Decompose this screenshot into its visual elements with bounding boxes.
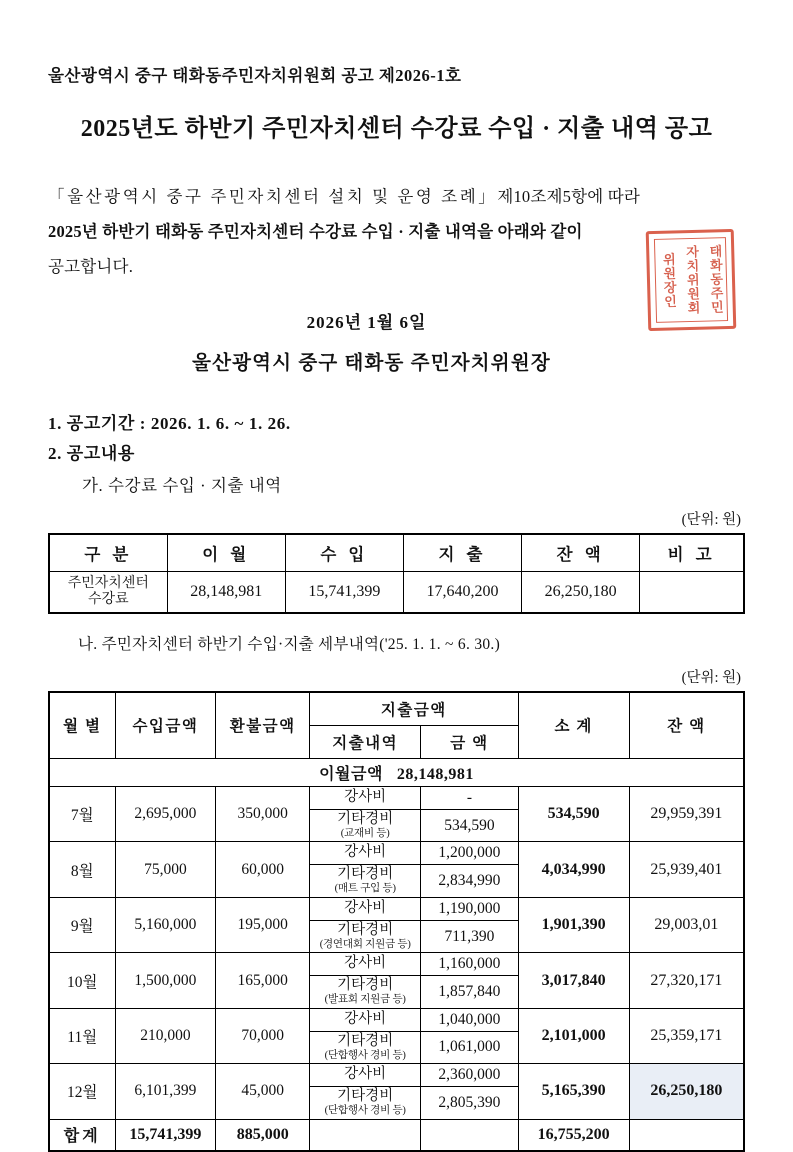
cell-expense-type-lecture: 강사비 xyxy=(310,1064,421,1087)
etc-note: (매트 구입 등) xyxy=(334,883,396,895)
etc-label: 기타경비 xyxy=(337,1032,394,1049)
cell-month: 12월 xyxy=(49,1064,115,1119)
total-label: 합계 xyxy=(49,1119,115,1151)
detail-header-row-1 xyxy=(49,692,744,726)
header-carryover: 이 월 xyxy=(167,534,285,572)
cell-etc-amount: 711,390 xyxy=(421,920,518,952)
intro-paragraph-line3: 공고합니다. xyxy=(48,256,134,276)
table-row xyxy=(49,1008,744,1031)
cell-balance: 26,250,180 xyxy=(629,1064,744,1119)
document-number: 울산광역시 중구 태화동주민자치위원회 공고 제2026-1호 xyxy=(48,66,462,85)
etc-label: 기타경비 xyxy=(337,977,394,994)
header-expense-amount: 금 액 xyxy=(421,725,518,758)
row-label xyxy=(49,571,167,613)
unit-label-table2: (단위: 원) xyxy=(681,669,741,686)
cell-expense-type-lecture: 강사비 xyxy=(310,842,421,865)
ordinance-reference: 「울산광역시 중구 주민자치센터 설치 및 운영 조례」 xyxy=(48,187,498,206)
total-amount xyxy=(421,1119,518,1151)
document-content xyxy=(48,62,745,1152)
cell-expense-type-etc xyxy=(310,1087,421,1119)
cell-refund: 165,000 xyxy=(216,953,310,1008)
summary-table xyxy=(48,533,745,614)
etc-note: (단합행사 경비 등) xyxy=(324,1049,406,1061)
carryover-label: 이월금액 xyxy=(319,765,383,783)
table-row xyxy=(49,571,744,613)
carryover-amount: 28,148,981 xyxy=(396,765,474,783)
cell-month: 8월 xyxy=(49,842,115,897)
cell-subtotal: 4,034,990 xyxy=(518,842,629,897)
table-row xyxy=(49,953,744,976)
cell-lecture-amount: 1,160,000 xyxy=(421,953,518,976)
etc-label: 기타경비 xyxy=(337,810,394,827)
cell-expense-type-etc xyxy=(310,865,421,897)
cell-income: 1,500,000 xyxy=(115,953,216,1008)
cell-month: 10월 xyxy=(49,953,115,1008)
cell-lecture-amount: 2,360,000 xyxy=(421,1064,518,1087)
cell-refund: 70,000 xyxy=(216,1008,310,1063)
etc-note: (교재비 등) xyxy=(340,827,390,839)
cell-balance: 25,359,171 xyxy=(629,1008,744,1063)
official-seal-stamp xyxy=(646,229,737,331)
total-balance xyxy=(629,1119,744,1151)
intro-paragraph-line1 xyxy=(48,183,745,212)
ordinance-clause: 제10조제5항에 따라 xyxy=(497,187,640,206)
header-income: 수 입 xyxy=(285,534,403,572)
header-expense-detail: 지출내역 xyxy=(310,725,421,758)
cell-income: 6,101,399 xyxy=(115,1064,216,1119)
cell-expense-type-etc xyxy=(310,920,421,952)
intro-paragraph-line2: 2025년 하반기 태화동 주민자치센터 수강료 수입 · 지출 내역을 아래와 같이 xyxy=(48,221,583,241)
seal-inner xyxy=(654,237,728,323)
cell-balance: 29,003,01 xyxy=(629,897,744,952)
cell-income: 2,695,000 xyxy=(115,786,216,841)
etc-label: 기타경비 xyxy=(337,1088,394,1105)
cell-lecture-amount: 1,040,000 xyxy=(421,1008,518,1031)
cell-subtotal: 2,101,000 xyxy=(518,1008,629,1063)
cell-expense-type-lecture: 강사비 xyxy=(310,897,421,920)
etc-label: 기타경비 xyxy=(337,921,394,938)
header-note: 비 고 xyxy=(640,534,744,572)
total-refund: 885,000 xyxy=(216,1119,310,1151)
etc-note: (단합행사 경비 등) xyxy=(324,1105,406,1117)
notice-date: 2026년 1월 6일 xyxy=(306,312,427,332)
etc-note: (발표회 지원금 등) xyxy=(324,994,406,1006)
cell-etc-amount: 534,590 xyxy=(421,809,518,841)
cell-etc-amount: 1,857,840 xyxy=(421,976,518,1008)
cell-income: 75,000 xyxy=(115,842,216,897)
cell-etc-amount: 2,834,990 xyxy=(421,865,518,897)
cell-balance: 25,939,401 xyxy=(629,842,744,897)
seal-column-2: 자치위원회 xyxy=(682,244,700,316)
header-balance-detail: 잔 액 xyxy=(629,692,744,759)
page-title: 2025년도 하반기 주민자치센터 수강료 수입 · 지출 내역 공고 xyxy=(80,116,713,142)
cell-income: 15,741,399 xyxy=(285,571,403,613)
total-row xyxy=(49,1119,744,1151)
header-subtotal: 소 계 xyxy=(518,692,629,759)
unit-label-table1: (단위: 원) xyxy=(681,511,741,528)
cell-subtotal: 3,017,840 xyxy=(518,953,629,1008)
cell-income: 210,000 xyxy=(115,1008,216,1063)
total-detail xyxy=(310,1119,421,1151)
cell-balance: 29,959,391 xyxy=(629,786,744,841)
issuer-name: 울산광역시 중구 태화동 주민자치위원장 xyxy=(192,352,551,374)
carryover-row xyxy=(49,758,744,786)
table-row xyxy=(49,786,744,809)
cell-lecture-amount: 1,190,000 xyxy=(421,897,518,920)
table-row xyxy=(49,1064,744,1087)
header-refund-amount: 환불금액 xyxy=(216,692,310,759)
table-header-row xyxy=(49,534,744,572)
header-expense: 지 출 xyxy=(403,534,521,572)
cell-expense-type-etc xyxy=(310,809,421,841)
cell-month: 11월 xyxy=(49,1008,115,1063)
header-month: 월 별 xyxy=(49,692,115,759)
cell-income: 5,160,000 xyxy=(115,897,216,952)
cell-note xyxy=(640,571,744,613)
header-category: 구 분 xyxy=(49,534,167,572)
etc-note: (경연대회 지원금 등) xyxy=(319,938,411,950)
cell-subtotal: 534,590 xyxy=(518,786,629,841)
carryover-cell xyxy=(49,758,744,786)
table-row xyxy=(49,897,744,920)
seal-column-3: 위원장인 xyxy=(659,252,677,309)
seal-column-1: 태화동주민 xyxy=(706,244,724,315)
cell-etc-amount: 2,805,390 xyxy=(421,1087,518,1119)
etc-label: 기타경비 xyxy=(337,866,394,883)
cell-refund: 60,000 xyxy=(216,842,310,897)
header-income-amount: 수입금액 xyxy=(115,692,216,759)
cell-refund: 350,000 xyxy=(216,786,310,841)
cell-expense-type-etc xyxy=(310,1031,421,1063)
cell-balance: 26,250,180 xyxy=(522,571,640,613)
cell-subtotal: 1,901,390 xyxy=(518,897,629,952)
cell-lecture-amount: 1,200,000 xyxy=(421,842,518,865)
cell-refund: 45,000 xyxy=(216,1064,310,1119)
table-row xyxy=(49,842,744,865)
cell-expense-type-lecture: 강사비 xyxy=(310,1008,421,1031)
row-label-line1: 주민자치센터 xyxy=(67,575,149,591)
subsection-b-title: 나. 주민자치센터 하반기 수입·지출 세부내역('25. 1. 1. ~ 6. 30.) xyxy=(78,635,501,653)
cell-expense-type-lecture: 강사비 xyxy=(310,953,421,976)
cell-expense: 17,640,200 xyxy=(403,571,521,613)
header-balance: 잔 액 xyxy=(522,534,640,572)
subsection-a-title: 가. 수강료 수입 · 지출 내역 xyxy=(82,475,282,495)
cell-expense-type-lecture: 강사비 xyxy=(310,786,421,809)
cell-refund: 195,000 xyxy=(216,897,310,952)
row-label-line2: 수강료 xyxy=(88,591,129,607)
cell-carryover: 28,148,981 xyxy=(167,571,285,613)
cell-etc-amount: 1,061,000 xyxy=(421,1031,518,1063)
cell-month: 7월 xyxy=(49,786,115,841)
cell-expense-type-etc xyxy=(310,976,421,1008)
total-subtotal: 16,755,200 xyxy=(518,1119,629,1151)
detail-table xyxy=(48,691,745,1152)
cell-month: 9월 xyxy=(49,897,115,952)
total-income: 15,741,399 xyxy=(115,1119,216,1151)
cell-balance: 27,320,171 xyxy=(629,953,744,1008)
cell-lecture-amount: - xyxy=(421,786,518,809)
section-notice-content: 2. 공고내용 xyxy=(48,443,135,463)
header-expense-group: 지출금액 xyxy=(310,692,518,726)
section-notice-period: 1. 공고기간 : 2026. 1. 6. ~ 1. 26. xyxy=(48,413,291,433)
cell-subtotal: 5,165,390 xyxy=(518,1064,629,1119)
